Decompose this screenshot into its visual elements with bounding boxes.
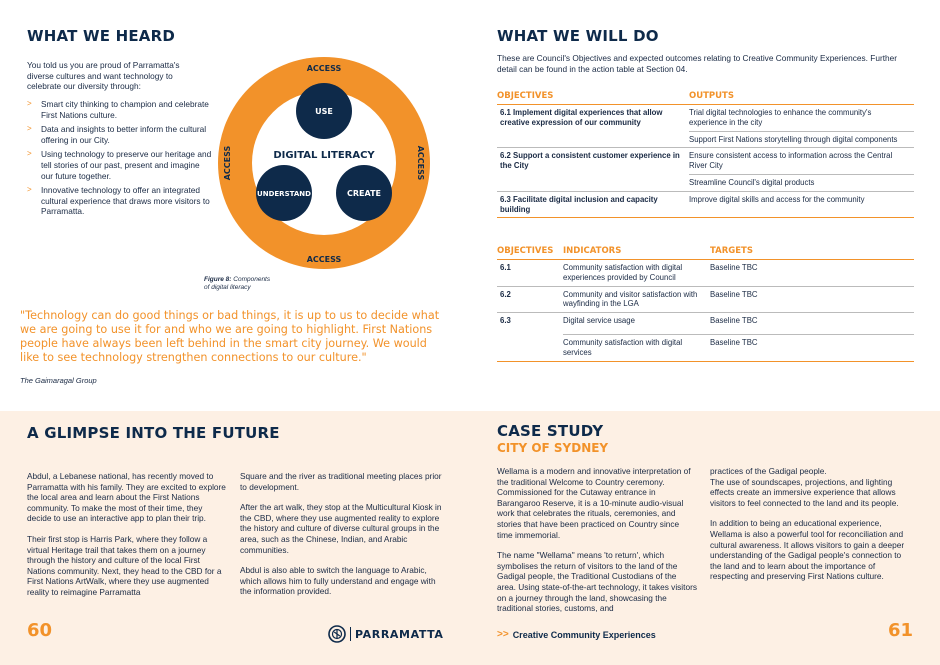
- objectives-outputs-table: [497, 89, 914, 218]
- digital-literacy-diagram: [210, 55, 438, 273]
- figure-caption: [204, 276, 270, 291]
- page-number-left: 60: [27, 620, 53, 641]
- table-header-row: [497, 89, 914, 105]
- target-cell: Baseline TBC: [710, 313, 914, 335]
- indicator-cell: Digital service usage: [563, 313, 710, 335]
- ring-label-left: ACCESS: [223, 145, 232, 181]
- list-item: > Innovative technology to offer an integrated cultural experience that draws more visitors to Parramatta.: [27, 185, 210, 217]
- table-row: [497, 286, 914, 313]
- understand-label: UNDERSTAND: [257, 190, 311, 198]
- create-label: CREATE: [347, 189, 381, 198]
- objective-cell: 6.3: [500, 316, 511, 326]
- objective-cell: 6.1 Implement digital experiences that allow creative expression of our community: [497, 105, 689, 148]
- objective-cell: 6.2 Support a consistent customer experience in the City: [497, 148, 689, 191]
- list-item: > Smart city thinking to champion and celebrate First Nations culture.: [27, 99, 209, 120]
- heard-bullet-list: [27, 99, 212, 221]
- chevron-right-icon: >>: [497, 629, 509, 640]
- target-cell: Baseline TBC: [710, 334, 914, 361]
- table-row: [497, 260, 914, 287]
- indicator-cell: Community satisfaction with digital experiences provided by Council: [563, 260, 710, 287]
- parramatta-emblem-icon: [328, 625, 346, 643]
- indicator-cell: Community and visitor satisfaction with wayfinding in the LGA: [563, 286, 710, 313]
- paragraph: The name "Wellama" means 'to return', which symbolises the return of visitors to the land of the Gadigal people, the Traditional Custodians of the area. Using state-of-the-art technology, it takes visitors on a journey through the land, showcasing the traditional stories, customs, and: [497, 550, 697, 614]
- objective-cell: 6.3 Facilitate digital inclusion and capacity building: [497, 191, 689, 218]
- col-header-indicators: INDICATORS: [563, 244, 710, 260]
- ring-label-right: ACCESS: [416, 145, 425, 181]
- output-cell: Improve digital skills and access for the community: [689, 191, 914, 218]
- page-number-right: 61: [888, 620, 914, 641]
- heading-what-we-will-do: WHAT WE WILL DO: [497, 27, 659, 45]
- col-header-targets: TARGETS: [710, 244, 914, 260]
- paragraph: Their first stop is Harris Park, where they follow a virtual Heritage trail that takes them on a journey through the history and culture of the local First Nations community. Next, they head to the CBD for a First Nations ArtWalk, where they use augmented reality to reimagine Parramatta: [27, 533, 222, 597]
- table-row: [497, 313, 914, 335]
- output-cell: Ensure consistent access to information across the Central River City: [689, 148, 914, 175]
- case-col-2: [710, 466, 912, 582]
- heading-case-study: CASE STUDY: [497, 422, 604, 440]
- paragraph: In addition to being an educational experience, Wellama is also a powerful tool for reconciliation and cultural awareness. It allows visitors to gain a deeper understanding of the Gadigal people's connection to the land and to learn about the importance of respecting and preserving First Nations culture.: [710, 518, 905, 582]
- use-label: USE: [315, 107, 333, 116]
- indicator-cell: Community satisfaction with digital services: [563, 334, 710, 361]
- quote-text: "Technology can do good things or bad things, it is up to us to decide what we are going to use it for and who we are going to highlight. First Nations people have always been left behind in the smart city journey. We would like to see technology strengthen connections to our culture.": [20, 309, 440, 364]
- objective-cell: [497, 334, 563, 361]
- target-cell: Baseline TBC: [710, 260, 914, 287]
- paragraph: Square and the river as traditional meeting places prior to development.: [240, 471, 442, 492]
- chevron-right-icon: >: [27, 124, 32, 134]
- objective-cell: 6.1: [497, 260, 563, 287]
- figure-caption-label: Figure 8:: [204, 276, 232, 283]
- section-name: Creative Community Experiences: [512, 629, 656, 640]
- glimpse-col-1: [27, 471, 227, 598]
- list-item: > Using technology to preserve our heritage and tell stories of our past, present and imagine our future together.: [27, 149, 212, 181]
- footer-section-label: [497, 629, 656, 640]
- paragraph: Wellama is a modern and innovative interpretation of the traditional Welcome to Country ceremony. Commissioned for the Cutaway entrance in Barangaroo Reserve, it is a 10-minute audio-visual work that celebrates the rituals, ceremonies, and stories that have been practiced on Country since time immemorial.: [497, 466, 691, 540]
- ring-label-bottom: ACCESS: [306, 255, 342, 264]
- quote-source: The Gaimaragal Group: [20, 376, 97, 385]
- chevron-right-icon: >: [27, 149, 32, 159]
- output-cell: Streamline Council's digital products: [689, 174, 914, 191]
- table-row: [497, 105, 914, 132]
- output-cell: Support First Nations storytelling through digital components: [689, 131, 914, 148]
- indicators-targets-table: [497, 244, 914, 362]
- parramatta-wordmark: PARRAMATTA: [355, 627, 444, 641]
- center-label: DIGITAL LITERACY: [273, 150, 375, 161]
- output-cell: Trial digital technologies to enhance the community's experience in the city: [689, 105, 914, 132]
- paragraph: After the art walk, they stop at the Multicultural Kiosk in the CBD, where they use augmented reality to explore the history and culture of diverse cultural groups in the area, such as the Chinese, Indian, and Arabic communities.: [240, 502, 442, 555]
- glimpse-col-2: [240, 471, 442, 597]
- objective-cell: 6.2: [497, 286, 563, 313]
- table-row: [497, 334, 914, 361]
- col-header-objectives: OBJECTIVES: [497, 244, 563, 260]
- ring-label-top: ACCESS: [306, 64, 342, 73]
- chevron-right-icon: >: [27, 99, 32, 108]
- chevron-right-icon: >: [27, 185, 32, 195]
- paragraph: Abdul is also able to switch the language to Arabic, which allows him to fully understand and engage with the information provided.: [240, 565, 436, 597]
- col-header-outputs: OUTPUTS: [689, 89, 914, 105]
- target-cell: Baseline TBC: [710, 286, 914, 313]
- list-item: > Data and insights to better inform the cultural offering in our City.: [27, 124, 207, 145]
- parramatta-logo: [328, 625, 444, 643]
- table-header-row: [497, 244, 914, 260]
- col-header-objectives: OBJECTIVES: [497, 89, 689, 105]
- case-study-subtitle: CITY OF SYDNEY: [497, 441, 609, 455]
- table-row: [497, 148, 914, 175]
- case-col-1: [497, 466, 697, 614]
- table-row: [497, 191, 914, 218]
- figure-caption-text-2: of digital literacy: [204, 283, 251, 291]
- paragraph: practices of the Gadigal people. The use of soundscapes, projections, and lighting effects create an immersive experience that allows visitors to feel connected to the land and its people.: [710, 466, 899, 508]
- paragraph: Abdul, a Lebanese national, has recently moved to Parramatta with his family. They are excited to explore the local area and learn about the First Nations community. To make the most of their time, they decide to use an interactive app to plan their trip.: [27, 471, 226, 524]
- heading-what-we-heard: WHAT WE HEARD: [27, 27, 176, 45]
- heading-glimpse-future: A GLIMPSE INTO THE FUTURE: [27, 424, 280, 442]
- heard-intro: You told us you are proud of Parramatta's diverse cultures and want technology to celebrate our diversity through:: [27, 60, 180, 92]
- will-do-intro: These are Council's Objectives and expected outcomes relating to Creative Community Experiences. Further detail can be found in the action table at Section 04.: [497, 53, 898, 74]
- figure-caption-text: Components: [231, 276, 271, 283]
